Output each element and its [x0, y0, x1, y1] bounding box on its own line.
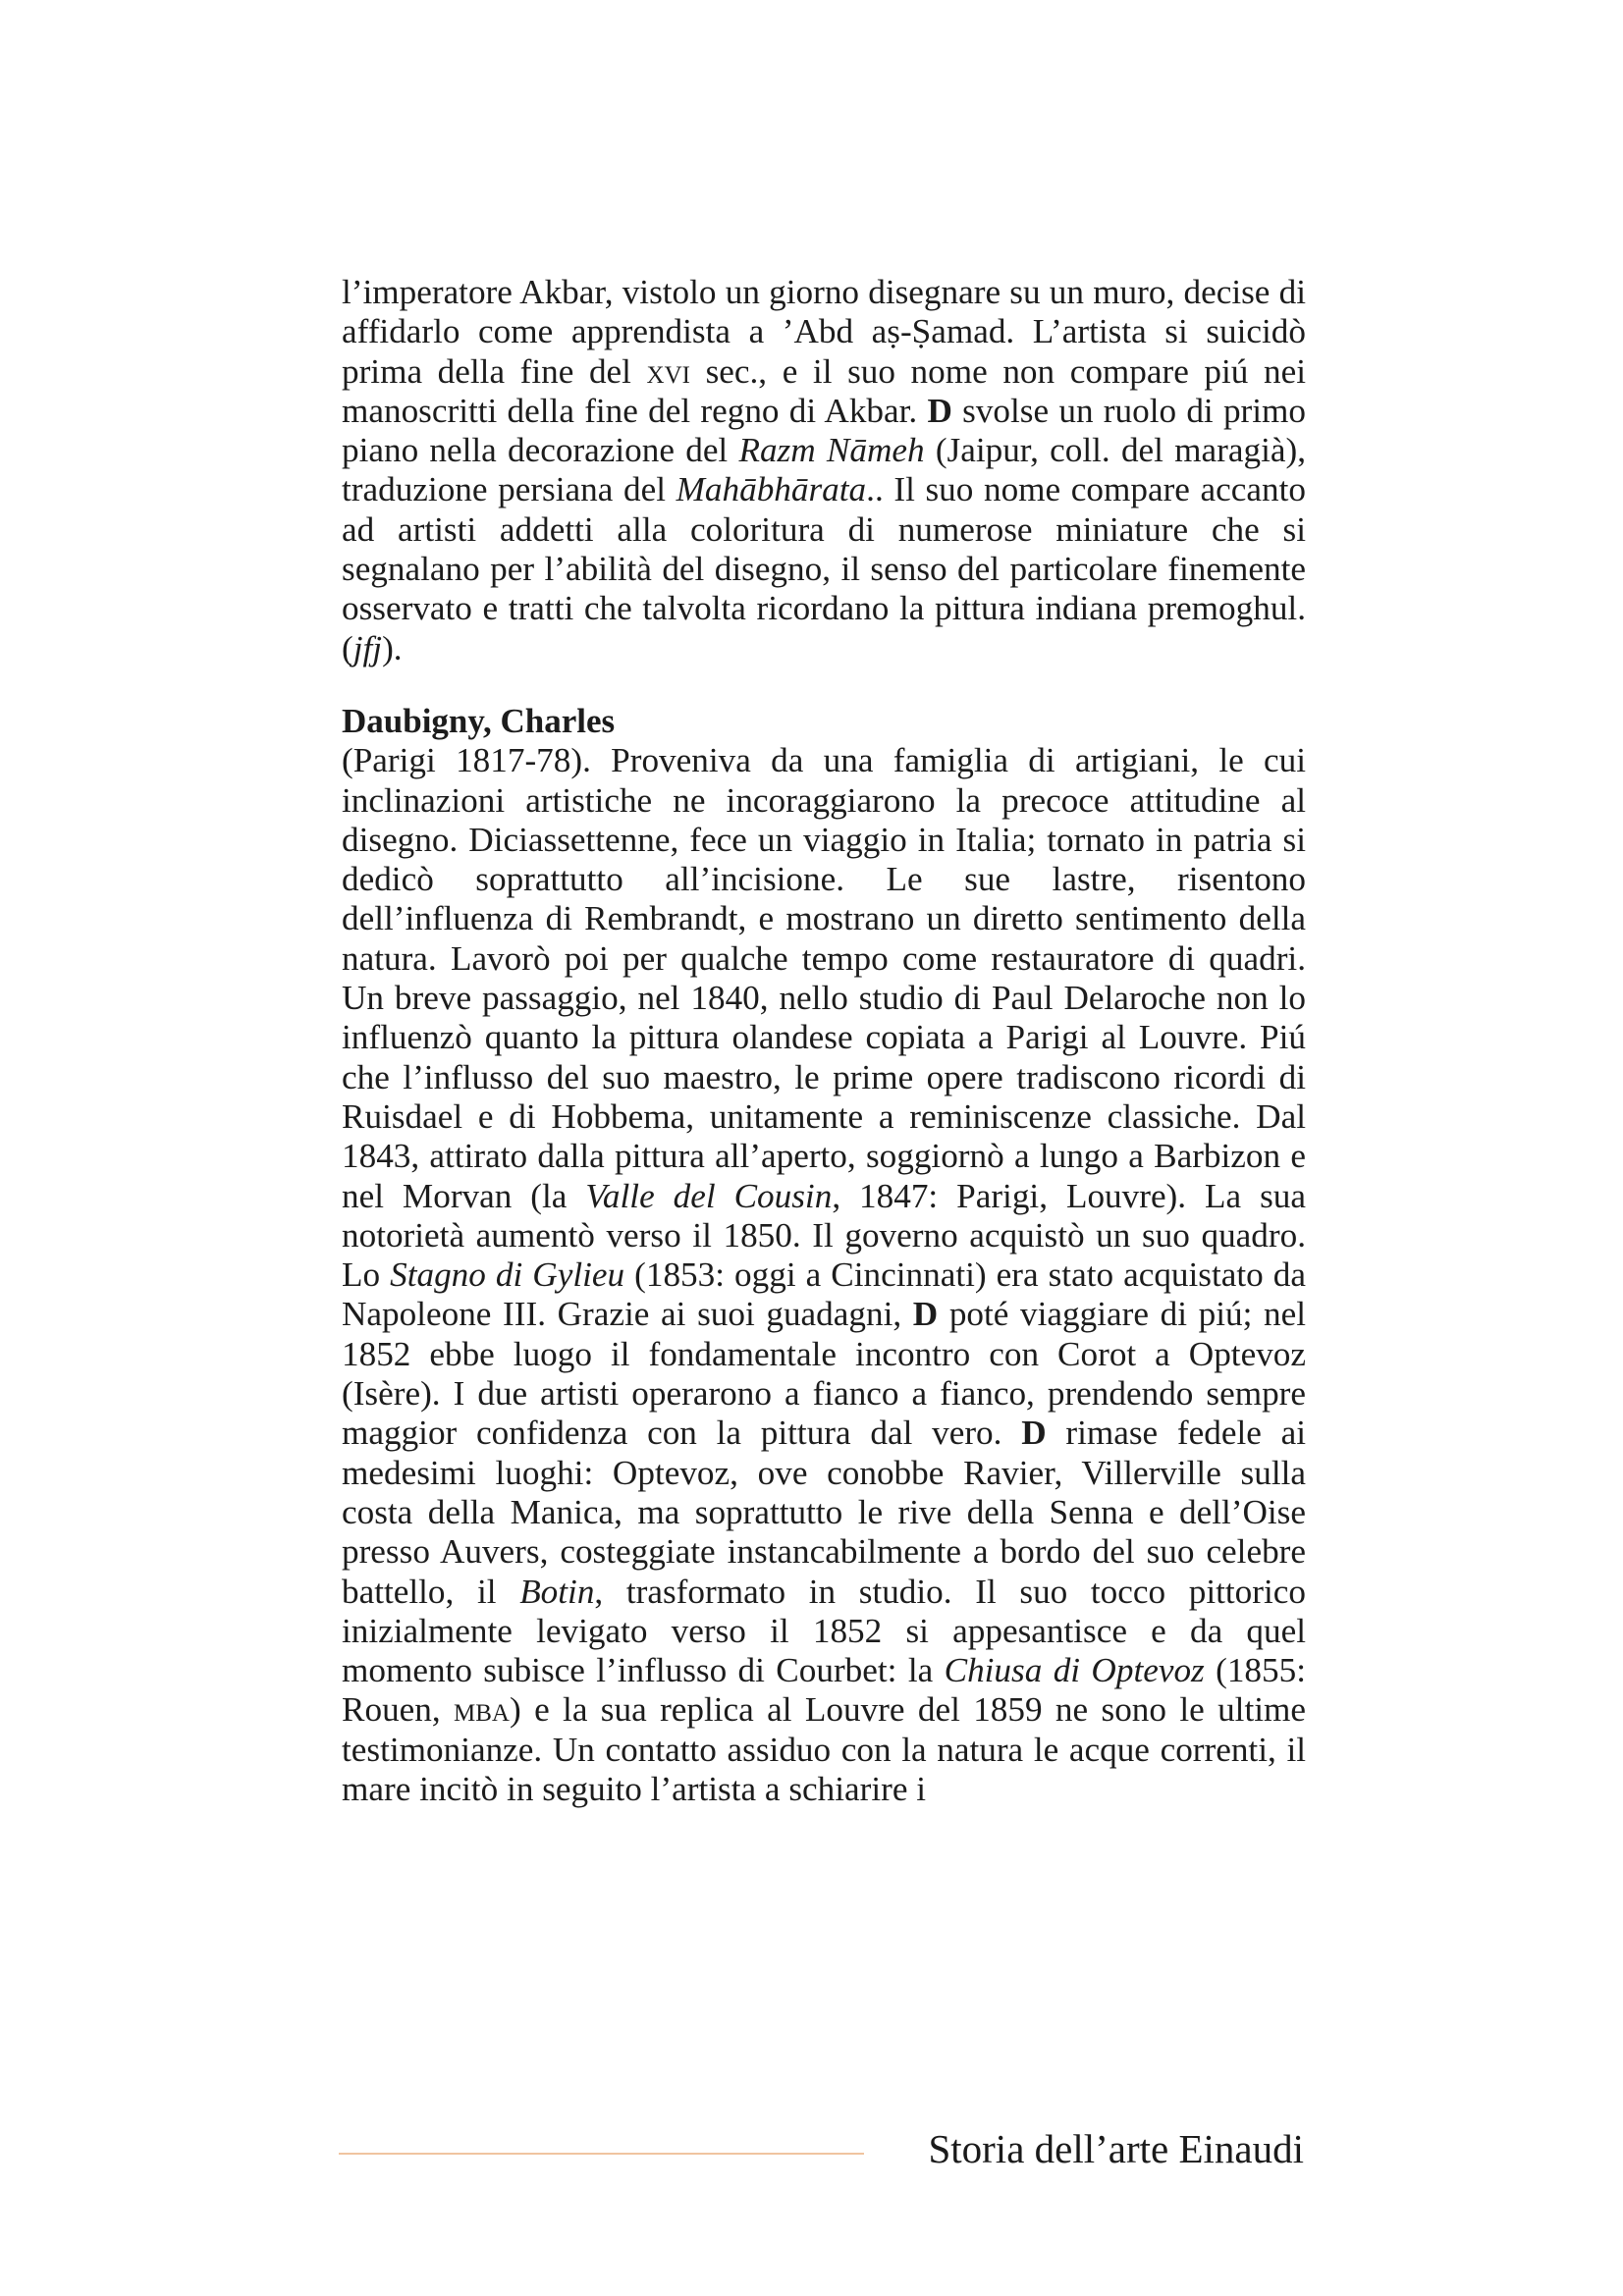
text-run: (Parigi 1817-78). Proveniva da una famiglia di artigiani, le cui inclinazioni artistiche ne incoraggiarono la precoce attitudine al disegno. Diciassettenne, fece un viaggio in Italia; tornato in patria si dedicò soprattutto all’incisione. Le sue lastre, risentono dell’influenza di Rembrandt, e mostrano un diretto sentimento della natura. Lavorò poi per qualche tempo come restauratore di quadri. Un breve passaggio, nel 1840, nello studio di Paul Delaroche non lo influenzò quanto la pittura olandese copiata a Parigi al Louvre. Piú che l’influsso del suo maestro, le prime opere tradiscono ricordi di Ruisdael e di Hobbema, unitamente a reminiscenze classiche. Dal 1843, attirato dalla pittura all’aperto, soggiornò a lungo a Barbizon e nel Morvan (la	[342, 741, 1306, 1215]
text-run: (1855: Rouen,	[342, 1651, 1306, 1730]
text-run-italic: Stagno di Gylieu	[390, 1255, 625, 1295]
footer-rule	[339, 2153, 864, 2155]
text-run: sec., e il suo nome non compare piú nei manoscritti della fine del regno di Akbar.	[342, 351, 1306, 430]
entry-previous-paragraph	[342, 273, 1306, 668]
text-run: poté viaggiare di piú; nel 1852 ebbe luogo il fondamentale incontro con Corot a Optevoz (Isère). I due artisti operarono a fianco a fianco, prendendo sempre maggior confidenza con la pittura dal vero.	[342, 1295, 1306, 1453]
text-column	[342, 273, 1306, 1809]
text-run: ).	[382, 628, 403, 667]
text-run: svolse un ruolo di primo piano nella decorazione del	[342, 391, 1306, 470]
footer-publisher: Storia dell’arte Einaudi	[928, 2126, 1304, 2171]
text-run-italic: Botin	[519, 1572, 595, 1611]
text-run-italic: Chiusa di Optevoz	[944, 1651, 1205, 1690]
text-run-bold: D	[912, 1295, 939, 1334]
text-run: (1853: oggi a Cincinnati) era stato acquistato da Napoleone III. Grazie ai suoi guadagni,	[342, 1255, 1306, 1334]
text-run: ) e la sua replica al Louvre del 1859 ne sono le ultime testimonianze. Un contatto assiduo con la natura le acque correnti, il mare incitò in seguito l’artista a schiarire i	[342, 1690, 1306, 1808]
text-run-smallcaps: xvi	[646, 351, 690, 391]
text-run: (Jaipur, coll. del maragià), traduzione persiana del	[342, 431, 1306, 509]
text-run: rimase fedele ai medesimi luoghi: Optevoz, ove conobbe Ravier, Villerville sulla costa della Manica, ma soprattutto le rive della Senna e dell’Oise presso Auvers, costeggiate instancabilmente a bordo del suo celebre battello, il	[342, 1414, 1306, 1611]
text-run-italic: Valle del Cousin	[585, 1176, 833, 1215]
text-run: l’imperatore Akbar, vistolo un giorno disegnare su un muro, decise di affidarlo come apprendista a ’Abd aṣ-Ṣamad. L’artista si suicidò prima della fine del	[342, 273, 1306, 391]
text-run: , 1847: Parigi, Louvre). La sua notorietà aumentò verso il 1850. Il governo acquistò un suo quadro. Lo	[342, 1176, 1306, 1295]
entry-title: Daubigny, Charles	[342, 701, 616, 740]
text-run-bold: D	[1021, 1414, 1047, 1453]
text-run-bold: D	[927, 391, 952, 430]
text-run-italic: jfj	[352, 628, 383, 667]
text-run: , trasformato in studio. Il suo tocco pittorico inizialmente levigato verso il 1852 si appesantisce e da quel momento subisce l’influsso di Courbet: la	[342, 1572, 1306, 1690]
text-run-smallcaps: mba	[454, 1690, 510, 1730]
text-run-italic: Mahābhārata	[676, 470, 867, 509]
text-run-italic: Razm Nāmeh	[738, 431, 925, 470]
text-run: .. Il suo nome compare accanto ad artisti addetti alla coloritura di numerose miniature che si segnalano per l’abilità del disegno, il senso del particolare finemente osservato e tratti che talvolta ricordano la pittura indiana premoghul. (	[342, 470, 1306, 667]
entry-body-paragraph	[342, 741, 1306, 1809]
